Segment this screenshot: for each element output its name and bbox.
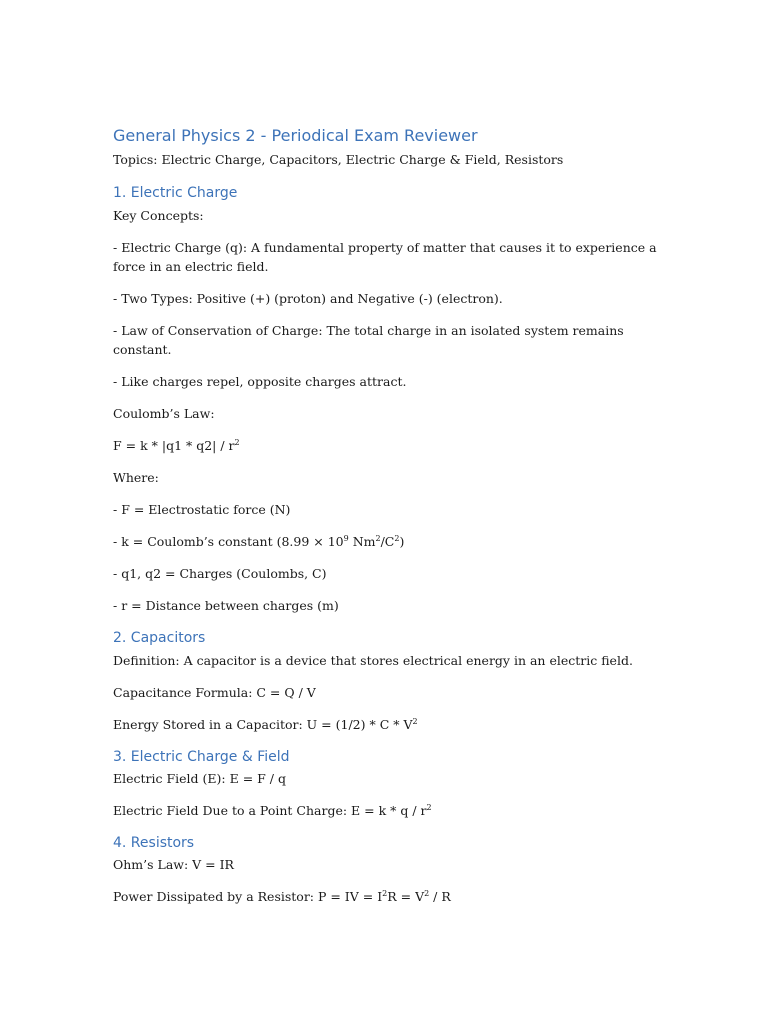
bullet-like-charges: - Like charges repel, opposite charges attract.	[113, 374, 407, 389]
coulombs-law-formula	[113, 436, 658, 455]
key-concepts-label: Key Concepts:	[113, 208, 204, 223]
power-text-b: R = V	[387, 889, 425, 904]
section-heading-capacitors: 2. Capacitors	[113, 630, 206, 646]
point-charge-exponent: 2	[426, 803, 432, 812]
formula-text: F = k * |q1 * q2| / r	[113, 438, 235, 453]
bullet-conservation: - Law of Conservation of Charge: The total charge in an isolated system remains constant.	[113, 323, 624, 357]
topics-line: Topics: Electric Charge, Capacitors, Electric Charge & Field, Resistors	[113, 152, 564, 167]
constant-text-a: - k = Coulomb’s constant (8.99 × 10	[113, 534, 344, 549]
energy-text: Energy Stored in a Capacitor: U = (1/2) * C * V	[113, 717, 413, 732]
bullet-electric-charge: - Electric Charge (q): A fundamental property of matter that causes it to experience a force in an electric field.	[113, 240, 657, 274]
definition-force: - F = Electrostatic force (N)	[113, 502, 291, 517]
capacitor-definition: Definition: A capacitor is a device that stores electrical energy in an electric field.	[113, 653, 633, 668]
constant-exponent-2: 2	[375, 534, 381, 543]
document-page	[113, 125, 658, 906]
power-formula	[113, 887, 658, 906]
electric-field-formula: Electric Field (E): E = F / q	[113, 771, 286, 786]
energy-exponent: 2	[412, 717, 418, 726]
section-heading-electric-charge: 1. Electric Charge	[113, 185, 238, 201]
constant-exponent-1: 9	[343, 534, 349, 543]
document-title: General Physics 2 - Periodical Exam Reviewer	[113, 126, 478, 145]
power-text-a: Power Dissipated by a Resistor: P = IV = I	[113, 889, 383, 904]
bullet-two-types: - Two Types: Positive (+) (proton) and Negative (-) (electron).	[113, 291, 503, 306]
coulombs-law-label: Coulomb’s Law:	[113, 406, 215, 421]
power-text-c: / R	[429, 889, 451, 904]
definition-charges: - q1, q2 = Charges (Coulombs, C)	[113, 566, 327, 581]
point-charge-field-formula	[113, 801, 658, 820]
capacitor-energy-formula	[113, 715, 658, 734]
constant-text-d: )	[399, 534, 405, 549]
constant-text-b: Nm	[348, 534, 376, 549]
section-heading-electric-field: 3. Electric Charge & Field	[113, 749, 290, 765]
section-heading-resistors: 4. Resistors	[113, 835, 195, 851]
constant-exponent-3: 2	[394, 534, 400, 543]
formula-exponent: 2	[234, 438, 240, 447]
power-exponent-1: 2	[382, 889, 388, 898]
definition-distance: - r = Distance between charges (m)	[113, 598, 339, 613]
definition-coulomb-constant	[113, 532, 658, 551]
power-exponent-2: 2	[424, 889, 430, 898]
capacitance-formula: Capacitance Formula: C = Q / V	[113, 685, 316, 700]
where-label: Where:	[113, 470, 159, 485]
constant-text-c: /C	[380, 534, 395, 549]
ohms-law-formula: Ohm’s Law: V = IR	[113, 857, 234, 872]
point-charge-text: Electric Field Due to a Point Charge: E = k * q / r	[113, 803, 427, 818]
